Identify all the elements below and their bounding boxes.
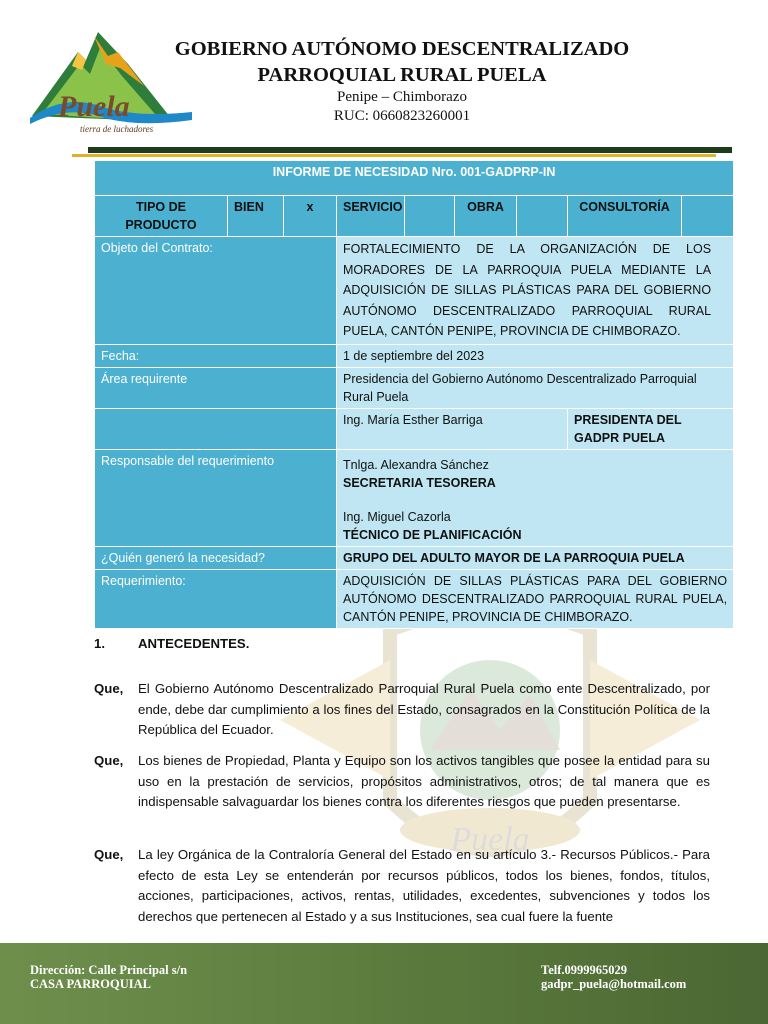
- responsable-value: [337, 449, 734, 546]
- header-title: [90, 36, 714, 88]
- presidenta-label: [95, 408, 337, 449]
- resp1-role: SECRETARIA TESORERA: [343, 475, 496, 490]
- presidenta-name: Ing. María Esther Barriga: [337, 408, 568, 449]
- objeto-row: [95, 237, 734, 345]
- header-title-line1: GOBIERNO AUTÓNOMO DESCENTRALIZADO: [174, 38, 630, 60]
- fecha-label: Fecha:: [95, 344, 337, 367]
- paragraph-text: El Gobierno Autónomo Descentralizado Parroquial Rural Puela como ente Descentralizado, por ende, debe dar cumplimiento a los fines del Estado, consagrados en la Constitución Política de la República del Ecuador.: [138, 681, 710, 737]
- requerimiento-row: [95, 569, 734, 628]
- section-number: 1.: [94, 636, 105, 651]
- presidenta-row: [95, 408, 734, 449]
- footer-address: [30, 963, 187, 991]
- logo-tagline: tierra de luchadores: [80, 124, 154, 134]
- necesidad-form-table: [94, 160, 734, 629]
- servicio-mark: [405, 196, 455, 237]
- header-rule-dark: [88, 147, 732, 153]
- obra-mark: [517, 196, 568, 237]
- quien-row: [95, 546, 734, 569]
- requerimiento-value: ADQUISICIÓN DE SILLAS PLÁSTICAS PARA DEL GOBIERNO AUTÓNOMO DESCENTRALIZADO PARROQUIAL RURAL PUELA, CANTÓN PENIPE, PROVINCIA DE CHIMBORAZO.: [337, 569, 734, 628]
- resp1-name: Tnlga. Alexandra Sánchez: [343, 457, 489, 472]
- footer-email: gadpr_puela@hotmail.com: [541, 977, 687, 991]
- bien-label: BIEN: [228, 196, 284, 237]
- consultoria-label: CONSULTORÍA: [568, 196, 682, 237]
- paragraph-lead: Que,: [94, 681, 124, 696]
- area-row: [95, 367, 734, 408]
- footer-address-label: Dirección: Calle Principal s/n: [30, 963, 188, 977]
- page-footer: [0, 943, 768, 1024]
- requerimiento-label: Requerimiento:: [95, 569, 337, 628]
- logo-wordmark: Puela: [58, 90, 130, 123]
- fecha-value: 1 de septiembre del 2023: [337, 344, 734, 367]
- footer-address-place: CASA PARROQUIAL: [30, 977, 151, 991]
- responsable-row: [95, 449, 734, 546]
- report-title: INFORME DE NECESIDAD Nro. 001-GADPRP-IN: [95, 161, 734, 196]
- resp2-name: Ing. Miguel Cazorla: [343, 509, 451, 524]
- paragraph-1: [94, 679, 710, 741]
- fecha-row: [95, 344, 734, 367]
- resp2-role: TÉCNICO DE PLANIFICACIÓN: [343, 527, 522, 542]
- consultoria-mark: [682, 196, 734, 237]
- paragraph-lead: Que,: [94, 753, 124, 768]
- header-rule-gold: [72, 154, 716, 157]
- product-type-label: TIPO DE PRODUCTO: [95, 196, 228, 237]
- paragraph-text: La ley Orgánica de la Contraloría General del Estado en su artículo 3.- Recursos Públicos.- Para efecto de esta Ley se entenderán por recursos públicos, todos los bienes, fondos, títulos, acciones, participaciones, activos, rentas, utilidades, excedentes, subvenciones y todos los derechos que pertenecen al Estado y a sus Instituciones, sea cual fuere la fuente: [138, 847, 710, 924]
- section-heading: [94, 634, 710, 655]
- area-value: Presidencia del Gobierno Autónomo Descentralizado Parroquial Rural Puela: [337, 367, 734, 408]
- header-subtitle: [90, 88, 714, 126]
- quien-value: GRUPO DEL ADULTO MAYOR DE LA PARROQUIA PUELA: [337, 546, 734, 569]
- paragraph-lead: Que,: [94, 847, 124, 862]
- header-location: Penipe – Chimborazo: [337, 89, 467, 105]
- footer-phone: Telf.0999965029: [541, 963, 627, 977]
- objeto-value: FORTALECIMIENTO DE LA ORGANIZACIÓN DE LOS MORADORES DE LA PARROQUIA PUELA MEDIANTE LA ADQUISICIÓN DE SILLAS PLÁSTICAS PARA DEL GOBIERNO AUTÓNOMO DESCENTRALIZADO PARROQUIAL RURAL PUELA, CANTÓN PENIPE, PROVINCIA DE CHIMBORAZO.: [337, 237, 734, 345]
- servicio-label: SERVICIO: [337, 196, 405, 237]
- header-title-line2: PARROQUIAL RURAL PUELA: [257, 64, 547, 86]
- form-title-row: [95, 161, 734, 196]
- paragraph-text: Los bienes de Propiedad, Planta y Equipo son los activos tangibles que posee la entidad para su uso en la prestación de servicios, propósitos administrativos, otros; de tal manera que es indispensable salvaguardar los bienes contra los diferentes riesgos que pueden presentarse.: [138, 753, 710, 809]
- paragraph-2: [94, 751, 710, 813]
- paragraph-3: [94, 845, 710, 927]
- product-type-row: [95, 196, 734, 237]
- quien-label: ¿Quién generó la necesidad?: [95, 546, 337, 569]
- area-label: Área requirente: [95, 367, 337, 408]
- section-title: ANTECEDENTES.: [138, 636, 250, 651]
- bien-mark: x: [284, 196, 337, 237]
- header-ruc: RUC: 0660823260001: [333, 108, 471, 124]
- watermark-text: Puela: [450, 821, 530, 858]
- footer-contact: [541, 963, 686, 991]
- obra-label: OBRA: [455, 196, 517, 237]
- responsable-label: Responsable del requerimiento: [95, 449, 337, 546]
- presidenta-role: PRESIDENTA DEL GADPR PUELA: [568, 408, 734, 449]
- objeto-label: Objeto del Contrato:: [95, 237, 337, 345]
